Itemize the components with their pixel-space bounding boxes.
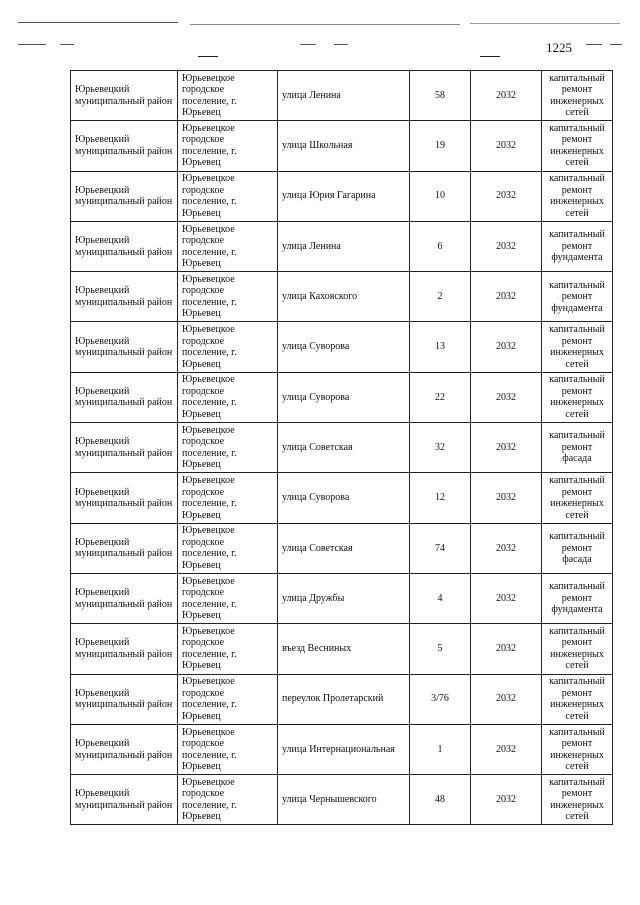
house-number-cell: 2 — [410, 272, 471, 322]
street-cell: улица Советская — [278, 523, 410, 573]
work-type-cell: капитальный ремонт фундамента — [542, 221, 613, 271]
street-cell: улица Суворова — [278, 372, 410, 422]
district-cell: Юрьевецкий муниципальный район — [71, 674, 178, 724]
house-number-cell: 10 — [410, 171, 471, 221]
scan-artifact-line — [470, 23, 620, 24]
street-cell: улица Ленина — [278, 221, 410, 271]
house-number-cell: 19 — [410, 121, 471, 171]
street-cell: улица Ленина — [278, 71, 410, 121]
year-cell: 2032 — [471, 322, 542, 372]
house-number-cell: 4 — [410, 573, 471, 623]
settlement-cell: Юрьевецкое городское поселение, г. Юрьевец — [178, 624, 278, 674]
house-number-cell: 48 — [410, 775, 471, 825]
street-cell: улица Юрия Гагарина — [278, 171, 410, 221]
table-row — [71, 423, 613, 473]
table-row — [71, 221, 613, 271]
house-number-cell: 58 — [410, 71, 471, 121]
street-cell: улица Дружбы — [278, 573, 410, 623]
scan-artifact-line — [480, 56, 500, 57]
work-type-cell: капитальный ремонт фундамента — [542, 573, 613, 623]
scan-artifact-line — [198, 56, 218, 57]
year-cell: 2032 — [471, 272, 542, 322]
page-number: 1225 — [546, 40, 572, 55]
table-row — [71, 71, 613, 121]
year-cell: 2032 — [471, 473, 542, 523]
street-cell: улица Советская — [278, 423, 410, 473]
table-row — [71, 775, 613, 825]
work-type-cell: капитальный ремонт инженерных сетей — [542, 322, 613, 372]
district-cell: Юрьевецкий муниципальный район — [71, 221, 178, 271]
work-type-cell: капитальный ремонт инженерных сетей — [542, 372, 613, 422]
table-row — [71, 674, 613, 724]
housing-repair-table — [70, 70, 613, 825]
street-cell: улица Школьная — [278, 121, 410, 171]
table-row — [71, 171, 613, 221]
year-cell: 2032 — [471, 221, 542, 271]
work-type-cell: капитальный ремонт фасада — [542, 523, 613, 573]
settlement-cell: Юрьевецкое городское поселение, г. Юрьевец — [178, 171, 278, 221]
scan-artifact-line — [60, 44, 74, 45]
settlement-cell: Юрьевецкое городское поселение, г. Юрьевец — [178, 322, 278, 372]
work-type-cell: капитальный ремонт инженерных сетей — [542, 71, 613, 121]
work-type-cell: капитальный ремонт инженерных сетей — [542, 624, 613, 674]
work-type-cell: капитальный ремонт инженерных сетей — [542, 775, 613, 825]
work-type-cell: капитальный ремонт фасада — [542, 423, 613, 473]
work-type-cell: капитальный ремонт инженерных сетей — [542, 121, 613, 171]
settlement-cell: Юрьевецкое городское поселение, г. Юрьевец — [178, 724, 278, 774]
year-cell: 2032 — [471, 523, 542, 573]
settlement-cell: Юрьевецкое городское поселение, г. Юрьевец — [178, 372, 278, 422]
scan-artifact-line — [300, 44, 316, 45]
district-cell: Юрьевецкий муниципальный район — [71, 473, 178, 523]
house-number-cell: 5 — [410, 624, 471, 674]
year-cell: 2032 — [471, 121, 542, 171]
house-number-cell: 22 — [410, 372, 471, 422]
settlement-cell: Юрьевецкое городское поселение, г. Юрьевец — [178, 523, 278, 573]
work-type-cell: капитальный ремонт инженерных сетей — [542, 473, 613, 523]
street-cell: въезд Весниных — [278, 624, 410, 674]
district-cell: Юрьевецкий муниципальный район — [71, 423, 178, 473]
scan-artifact-line — [18, 22, 178, 23]
settlement-cell: Юрьевецкое городское поселение, г. Юрьевец — [178, 775, 278, 825]
street-cell: улица Чернышевского — [278, 775, 410, 825]
district-cell: Юрьевецкий муниципальный район — [71, 573, 178, 623]
year-cell: 2032 — [471, 573, 542, 623]
district-cell: Юрьевецкий муниципальный район — [71, 724, 178, 774]
settlement-cell: Юрьевецкое городское поселение, г. Юрьевец — [178, 674, 278, 724]
district-cell: Юрьевецкий муниципальный район — [71, 775, 178, 825]
house-number-cell: 74 — [410, 523, 471, 573]
settlement-cell: Юрьевецкое городское поселение, г. Юрьевец — [178, 121, 278, 171]
table-row — [71, 272, 613, 322]
settlement-cell: Юрьевецкое городское поселение, г. Юрьевец — [178, 272, 278, 322]
year-cell: 2032 — [471, 674, 542, 724]
table-row — [71, 624, 613, 674]
table-row — [71, 322, 613, 372]
scan-artifact-line — [586, 44, 602, 45]
house-number-cell: 32 — [410, 423, 471, 473]
work-type-cell: капитальный ремонт фундамента — [542, 272, 613, 322]
district-cell: Юрьевецкий муниципальный район — [71, 71, 178, 121]
settlement-cell: Юрьевецкое городское поселение, г. Юрьевец — [178, 473, 278, 523]
year-cell: 2032 — [471, 372, 542, 422]
district-cell: Юрьевецкий муниципальный район — [71, 121, 178, 171]
year-cell: 2032 — [471, 423, 542, 473]
table-row — [71, 372, 613, 422]
table-row — [71, 473, 613, 523]
district-cell: Юрьевецкий муниципальный район — [71, 322, 178, 372]
table-body — [71, 71, 613, 825]
district-cell: Юрьевецкий муниципальный район — [71, 523, 178, 573]
settlement-cell: Юрьевецкое городское поселение, г. Юрьевец — [178, 423, 278, 473]
house-number-cell: 13 — [410, 322, 471, 372]
district-cell: Юрьевецкий муниципальный район — [71, 372, 178, 422]
year-cell: 2032 — [471, 71, 542, 121]
district-cell: Юрьевецкий муниципальный район — [71, 272, 178, 322]
work-type-cell: капитальный ремонт инженерных сетей — [542, 724, 613, 774]
work-type-cell: капитальный ремонт инженерных сетей — [542, 674, 613, 724]
district-cell: Юрьевецкий муниципальный район — [71, 624, 178, 674]
year-cell: 2032 — [471, 724, 542, 774]
settlement-cell: Юрьевецкое городское поселение, г. Юрьевец — [178, 71, 278, 121]
house-number-cell: 6 — [410, 221, 471, 271]
street-cell: улица Каховского — [278, 272, 410, 322]
scan-artifact-line — [18, 44, 46, 45]
year-cell: 2032 — [471, 775, 542, 825]
year-cell: 2032 — [471, 171, 542, 221]
settlement-cell: Юрьевецкое городское поселение, г. Юрьевец — [178, 221, 278, 271]
year-cell: 2032 — [471, 624, 542, 674]
house-number-cell: 12 — [410, 473, 471, 523]
scan-artifact-line — [190, 24, 460, 25]
table-row — [71, 573, 613, 623]
street-cell: переулок Пролетарский — [278, 674, 410, 724]
scan-artifact-line — [610, 44, 622, 45]
house-number-cell: 1 — [410, 724, 471, 774]
settlement-cell: Юрьевецкое городское поселение, г. Юрьевец — [178, 573, 278, 623]
table-row — [71, 121, 613, 171]
district-cell: Юрьевецкий муниципальный район — [71, 171, 178, 221]
house-number-cell: 3/76 — [410, 674, 471, 724]
table-row — [71, 523, 613, 573]
street-cell: улица Суворова — [278, 322, 410, 372]
table-row — [71, 724, 613, 774]
street-cell: улица Суворова — [278, 473, 410, 523]
street-cell: улица Интернациональная — [278, 724, 410, 774]
work-type-cell: капитальный ремонт инженерных сетей — [542, 171, 613, 221]
scan-artifact-line — [334, 44, 348, 45]
